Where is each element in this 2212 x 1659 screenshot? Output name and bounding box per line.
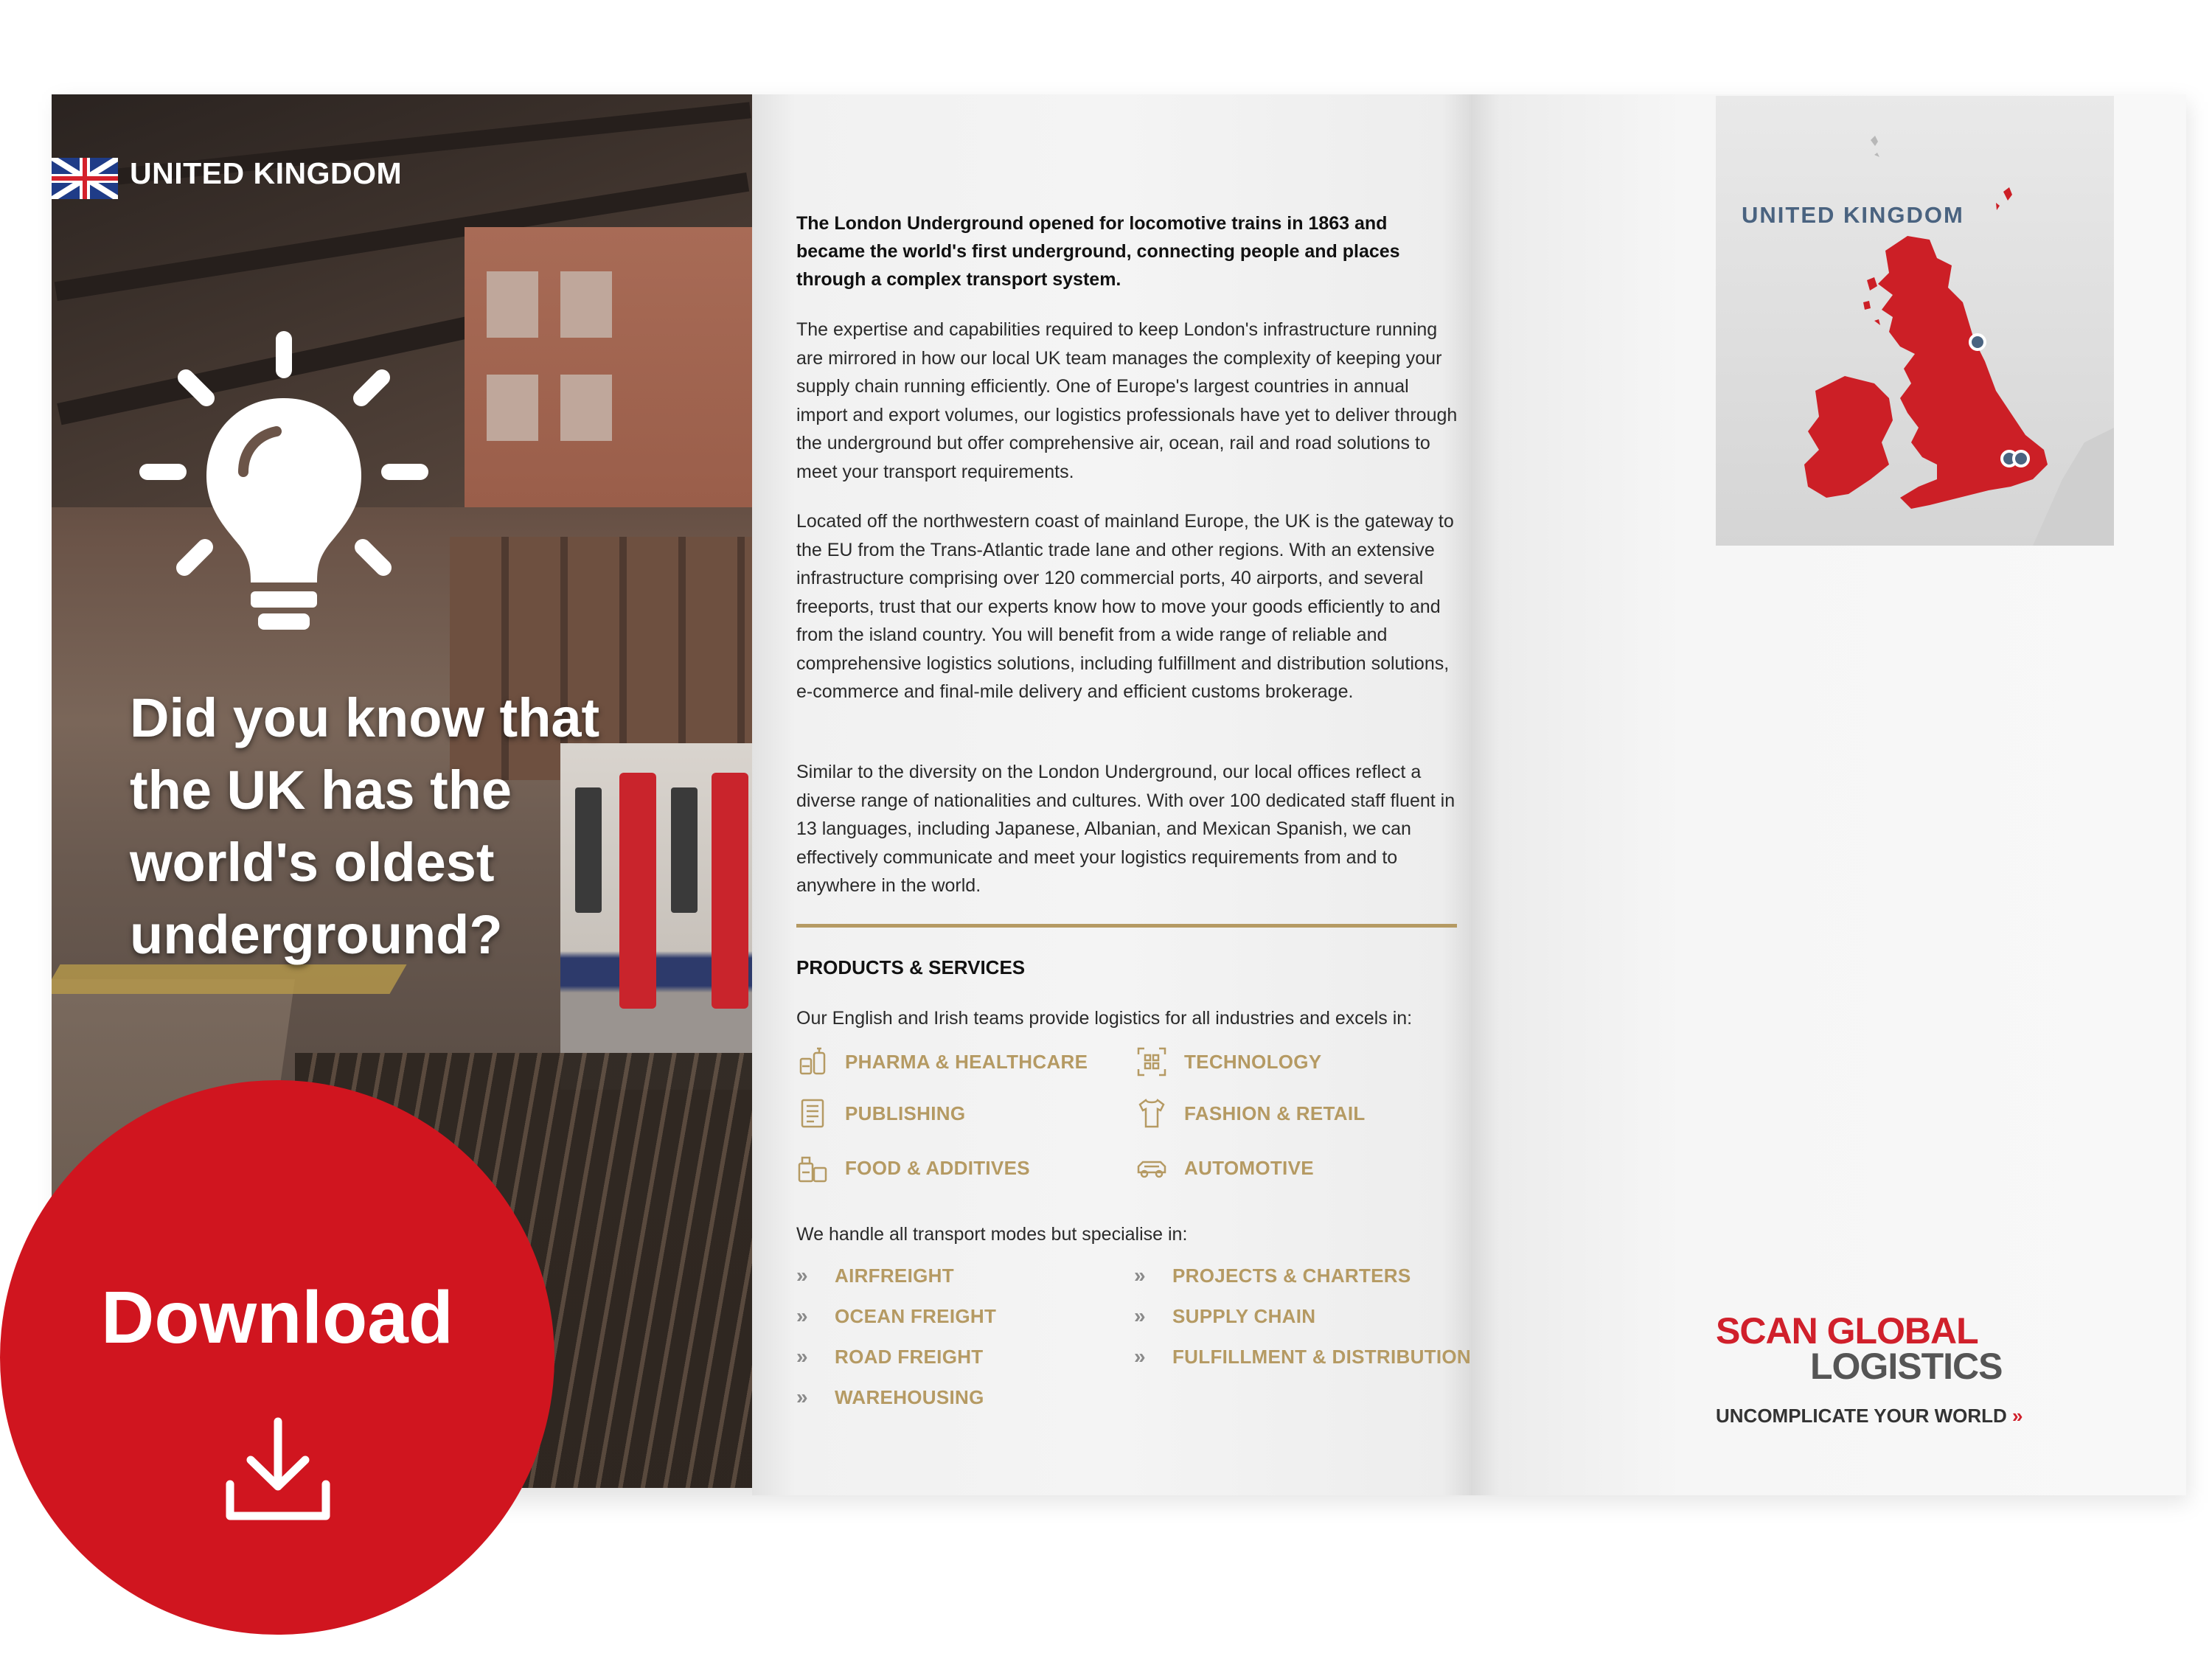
- body-paragraph: Located off the northwestern coast of mainland Europe, the UK is the gateway to the EU from the Trans-Atlantic trade lane and other regions. With an extensive infrastructure comprising over 120 commercial ports, 40 airports, and several freeports, trust that our experts know how to move your goods efficiently to and from the island country. You will benefit from a wide range of reliable and comprehensive logistics solutions, including fulfillment and distribution solutions, e-commerce and final-mile delivery and efficient customs brokerage.: [796, 511, 1454, 702]
- industry-pharma: [796, 1044, 1088, 1079]
- mode-item: [1134, 1301, 1315, 1331]
- train-window: [671, 787, 698, 913]
- download-button[interactable]: [0, 1080, 554, 1635]
- technology-icon: [1135, 1046, 1168, 1078]
- chevron-icon: »: [796, 1345, 805, 1368]
- mode-label: SUPPLY CHAIN: [1172, 1304, 1316, 1327]
- train-door: [712, 773, 748, 1009]
- mode-item: [796, 1342, 983, 1371]
- products-intro: Our English and Irish teams provide logistics for all industries and excels in:: [796, 1008, 1413, 1029]
- pharma-icon: [796, 1046, 829, 1078]
- building-window: [560, 375, 612, 441]
- food-icon: [796, 1152, 829, 1184]
- mode-label: OCEAN FREIGHT: [835, 1304, 997, 1327]
- industry-label: TECHNOLOGY: [1184, 1050, 1322, 1073]
- country-label: UNITED KINGDOM: [130, 156, 403, 190]
- industry-publishing: [796, 1096, 965, 1131]
- chevron-icon: »: [796, 1385, 805, 1408]
- tagline: [1716, 1405, 2020, 1427]
- chevron-icon: »: [1134, 1264, 1143, 1287]
- mode-label: AIRFREIGHT: [835, 1264, 954, 1287]
- uk-map: [1716, 96, 2114, 546]
- body-paragraph: The expertise and capabilities required to keep London's infrastructure running are mirrored in how our local UK team manages the complexity of keeping your supply chain running efficiently. One of Europe's largest countries in annual import and export volumes, our logistics professionals have yet to deliver through the underground but offer comprehensive air, ocean, rail and road solutions to meet your transport requirements.: [796, 319, 1458, 482]
- industry-fashion: [1135, 1096, 1366, 1131]
- chevron-icon: »: [1134, 1304, 1143, 1327]
- automotive-icon: [1135, 1152, 1168, 1184]
- mode-item: [1134, 1261, 1411, 1290]
- mode-item: [796, 1382, 984, 1412]
- building-window: [487, 375, 538, 441]
- chevron-icon: »: [796, 1264, 805, 1287]
- products-heading: PRODUCTS & SERVICES: [796, 956, 1026, 978]
- industry-label: AUTOMOTIVE: [1184, 1156, 1314, 1179]
- lightbulb-icon: [133, 324, 435, 634]
- chevron-icon: »: [1134, 1345, 1143, 1368]
- brick-building: [465, 227, 752, 507]
- logo-line-2: LOGISTICS: [1810, 1346, 2003, 1387]
- industry-label: PHARMA & HEALTHCARE: [845, 1050, 1088, 1073]
- mode-label: FULFILLMENT & DISTRIBUTION: [1172, 1345, 1471, 1368]
- lead-paragraph: The London Underground opened for locomotive trains in 1863 and became the world's first underground, connecting people and places through a complex transport system.: [796, 213, 1400, 290]
- mode-item: [796, 1301, 996, 1331]
- industry-food: [796, 1150, 1030, 1186]
- mode-label: PROJECTS & CHARTERS: [1172, 1264, 1411, 1287]
- industry-technology: [1135, 1044, 1321, 1079]
- logo-line-1: SCAN GLOBAL: [1716, 1310, 1978, 1352]
- uk-flag-icon: [52, 158, 118, 199]
- building-window: [560, 271, 612, 338]
- download-label: Download: [101, 1276, 453, 1359]
- industry-label: FOOD & ADDITIVES: [845, 1156, 1030, 1179]
- chevron-icon: »: [2012, 1405, 2020, 1427]
- transport-intro: We handle all transport modes but specialise in:: [796, 1224, 1188, 1245]
- industry-label: PUBLISHING: [845, 1102, 966, 1124]
- industry-automotive: [1135, 1150, 1314, 1186]
- industry-label: FASHION & RETAIL: [1184, 1102, 1366, 1124]
- building-window: [487, 271, 538, 338]
- mode-label: ROAD FREIGHT: [835, 1345, 984, 1368]
- section-divider: [796, 924, 1457, 928]
- tagline-text: UNCOMPLICATE YOUR WORLD: [1716, 1405, 2007, 1427]
- publishing-icon: [796, 1097, 829, 1130]
- cover-headline: Did you know that the UK has the world's oldest underground?: [130, 687, 600, 965]
- body-paragraph: Similar to the diversity on the London Underground, our local offices reflect a diverse range of nationalities and cultures. With over 100 dedicated staff fluent in 13 languages, including Japanese, Albanian, and Mexican Spanish, we can effectively communicate and meet your logistics requirements from and to anywhere in the world.: [796, 762, 1455, 896]
- mode-label: WAREHOUSING: [835, 1385, 984, 1408]
- mode-item: [1134, 1342, 1471, 1371]
- chevron-icon: »: [796, 1304, 805, 1327]
- map-country-label: UNITED KINGDOM: [1742, 202, 1964, 228]
- fashion-icon: [1135, 1097, 1168, 1130]
- mode-item: [796, 1261, 954, 1290]
